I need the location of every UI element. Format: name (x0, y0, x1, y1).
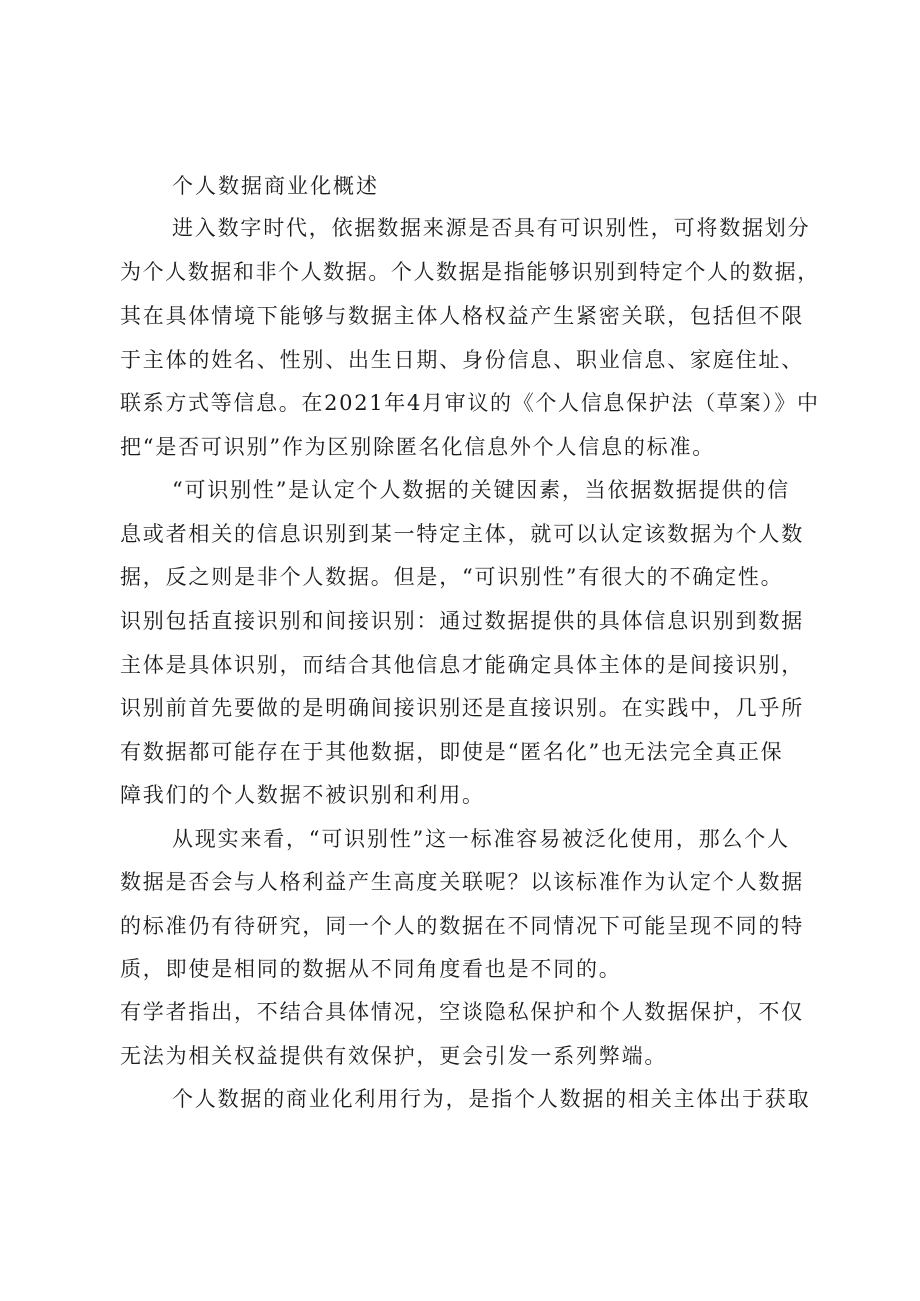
paragraph-2-line-2: 息或者相关的信息识别到某一特定主体，就可以认定该数据为个人数 (120, 522, 804, 546)
paragraph-5-line-1: 个人数据的商业化利用行为，是指个人数据的相关主体出于获取 (172, 1087, 811, 1111)
paragraph-3-line-2: 数据是否会与人格利益产生高度关联呢？以该标准作为认定个人数据 (120, 870, 804, 894)
paragraph-1-line-4: 于主体的姓名、性别、出生日期、身份信息、职业信息、家庭住址、 (120, 348, 804, 372)
paragraph-2-line-1: “可识别性”是认定个人数据的关键因素，当依据数据提供的信 (172, 478, 790, 502)
document-heading: 个人数据商业化概述 (172, 174, 379, 198)
paragraph-1-line-2: 为个人数据和非个人数据。个人数据是指能够识别到特定个人的数据， (120, 260, 820, 284)
paragraph-2-line-8: 障我们的个人数据不被识别和利用。 (120, 783, 485, 807)
paragraph-2-line-4: 识别包括直接识别和间接识别：通过数据提供的具体信息识别到数据 (120, 609, 804, 633)
paragraph-1-line-5: 联系方式等信息。在2021年4月审议的《个人信息保护法（草案）》中 (120, 391, 820, 415)
paragraph-2-line-6: 识别前首先要做的是明确间接识别还是直接识别。在实践中，几乎所 (120, 696, 804, 720)
paragraph-3-line-3: 的标准仍有待研究，同一个人的数据在不同情况下可能呈现不同的特 (120, 914, 804, 938)
paragraph-4-line-2: 无法为相关权益提供有效保护，更会引发一系列弊端。 (120, 1044, 668, 1068)
paragraph-1-line-3: 其在具体情境下能够与数据主体人格权益产生紧密关联，包括但不限 (120, 304, 804, 328)
paragraph-1-line-6: 把“是否可识别”作为区别除匿名化信息外个人信息的标准。 (120, 435, 716, 459)
paragraph-4-line-1: 有学者指出，不结合具体情况，空谈隐私保护和个人数据保护，不仅 (120, 1000, 804, 1024)
paragraph-3-line-4: 质，即使是相同的数据从不同角度看也是不同的。 (120, 957, 622, 981)
paragraph-2-line-3: 据，反之则是非个人数据。但是，“可识别性”有很大的不确定性。 (120, 565, 784, 589)
paragraph-2-line-5: 主体是具体识别，而结合其他信息才能确定具体主体的是间接识别， (120, 653, 804, 677)
paragraph-1-line-1: 进入数字时代，依据数据来源是否具有可识别性，可将数据划分 (172, 216, 811, 240)
paragraph-3-line-1: 从现实来看，“可识别性”这一标准容易被泛化使用，那么个人 (172, 827, 790, 851)
paragraph-2-line-7: 有数据都可能存在于其他数据，即使是“匿名化”也无法完全真正保 (120, 740, 784, 764)
